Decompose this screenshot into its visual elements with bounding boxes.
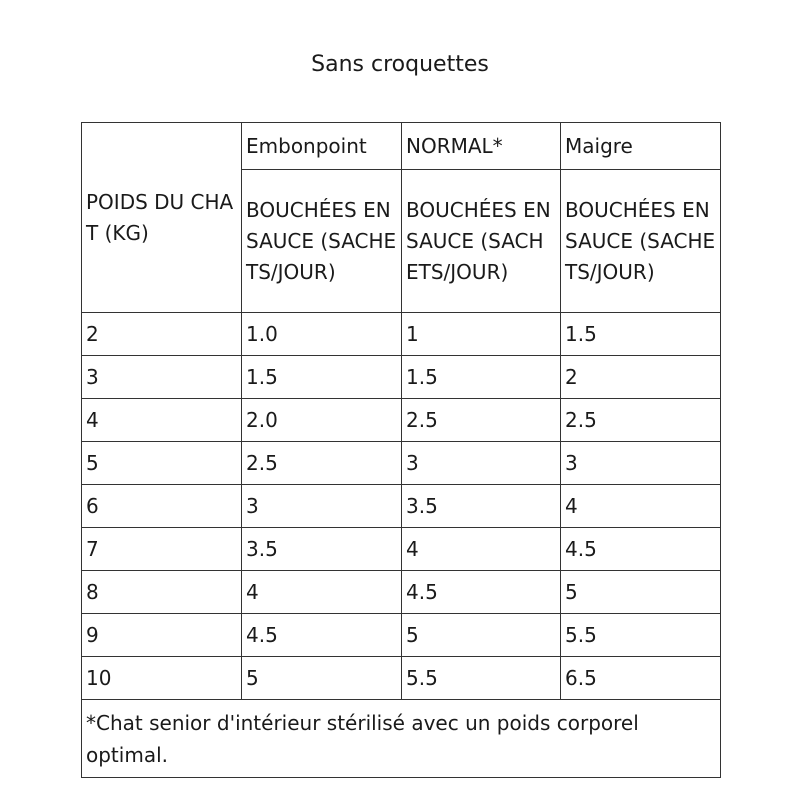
maigre-cell: 1.5	[561, 313, 721, 356]
table-row	[82, 614, 721, 657]
column-subheader-maigre: BOUCHÉES EN SAUCE (SACHETS/JOUR)	[561, 170, 721, 313]
normal-cell: 4.5	[402, 571, 561, 614]
table-row	[82, 485, 721, 528]
column-header-embonpoint: Embonpoint	[242, 123, 402, 170]
page-title: Sans croquettes	[311, 52, 489, 77]
embonpoint-cell: 1.5	[242, 356, 402, 399]
weight-cell: 9	[82, 614, 242, 657]
normal-cell: 3	[402, 442, 561, 485]
weight-cell: 2	[82, 313, 242, 356]
weight-cell: 5	[82, 442, 242, 485]
normal-cell: 2.5	[402, 399, 561, 442]
column-subheader-normal: BOUCHÉES EN SAUCE (SACHETS/JOUR)	[402, 170, 561, 313]
weight-cell: 3	[82, 356, 242, 399]
embonpoint-cell: 2.5	[242, 442, 402, 485]
embonpoint-cell: 3	[242, 485, 402, 528]
table-row	[82, 313, 721, 356]
embonpoint-cell: 3.5	[242, 528, 402, 571]
column-subheader-embonpoint: BOUCHÉES EN SAUCE (SACHETS/JOUR)	[242, 170, 402, 313]
embonpoint-cell: 5	[242, 657, 402, 700]
column-header-maigre: Maigre	[561, 123, 721, 170]
footnote: *Chat senior d'intérieur stérilisé avec un poids corporel optimal.	[82, 700, 721, 778]
normal-cell: 1	[402, 313, 561, 356]
table-row	[82, 657, 721, 700]
weight-column-header: POIDS DU CHAT (KG)	[82, 123, 242, 313]
table-row	[82, 528, 721, 571]
maigre-cell: 3	[561, 442, 721, 485]
weight-cell: 6	[82, 485, 242, 528]
weight-cell: 10	[82, 657, 242, 700]
maigre-cell: 5	[561, 571, 721, 614]
maigre-cell: 5.5	[561, 614, 721, 657]
header-row	[82, 123, 721, 170]
normal-cell: 4	[402, 528, 561, 571]
maigre-cell: 2	[561, 356, 721, 399]
feeding-table	[81, 122, 721, 778]
table-row	[82, 571, 721, 614]
embonpoint-cell: 4	[242, 571, 402, 614]
embonpoint-cell: 2.0	[242, 399, 402, 442]
normal-cell: 5.5	[402, 657, 561, 700]
normal-cell: 1.5	[402, 356, 561, 399]
footnote-row	[82, 700, 721, 778]
normal-cell: 5	[402, 614, 561, 657]
normal-cell: 3.5	[402, 485, 561, 528]
weight-cell: 7	[82, 528, 242, 571]
weight-cell: 8	[82, 571, 242, 614]
table-row	[82, 442, 721, 485]
column-header-normal: NORMAL*	[402, 123, 561, 170]
weight-cell: 4	[82, 399, 242, 442]
embonpoint-cell: 4.5	[242, 614, 402, 657]
table-row	[82, 399, 721, 442]
embonpoint-cell: 1.0	[242, 313, 402, 356]
maigre-cell: 2.5	[561, 399, 721, 442]
maigre-cell: 6.5	[561, 657, 721, 700]
maigre-cell: 4	[561, 485, 721, 528]
maigre-cell: 4.5	[561, 528, 721, 571]
table-row	[82, 356, 721, 399]
